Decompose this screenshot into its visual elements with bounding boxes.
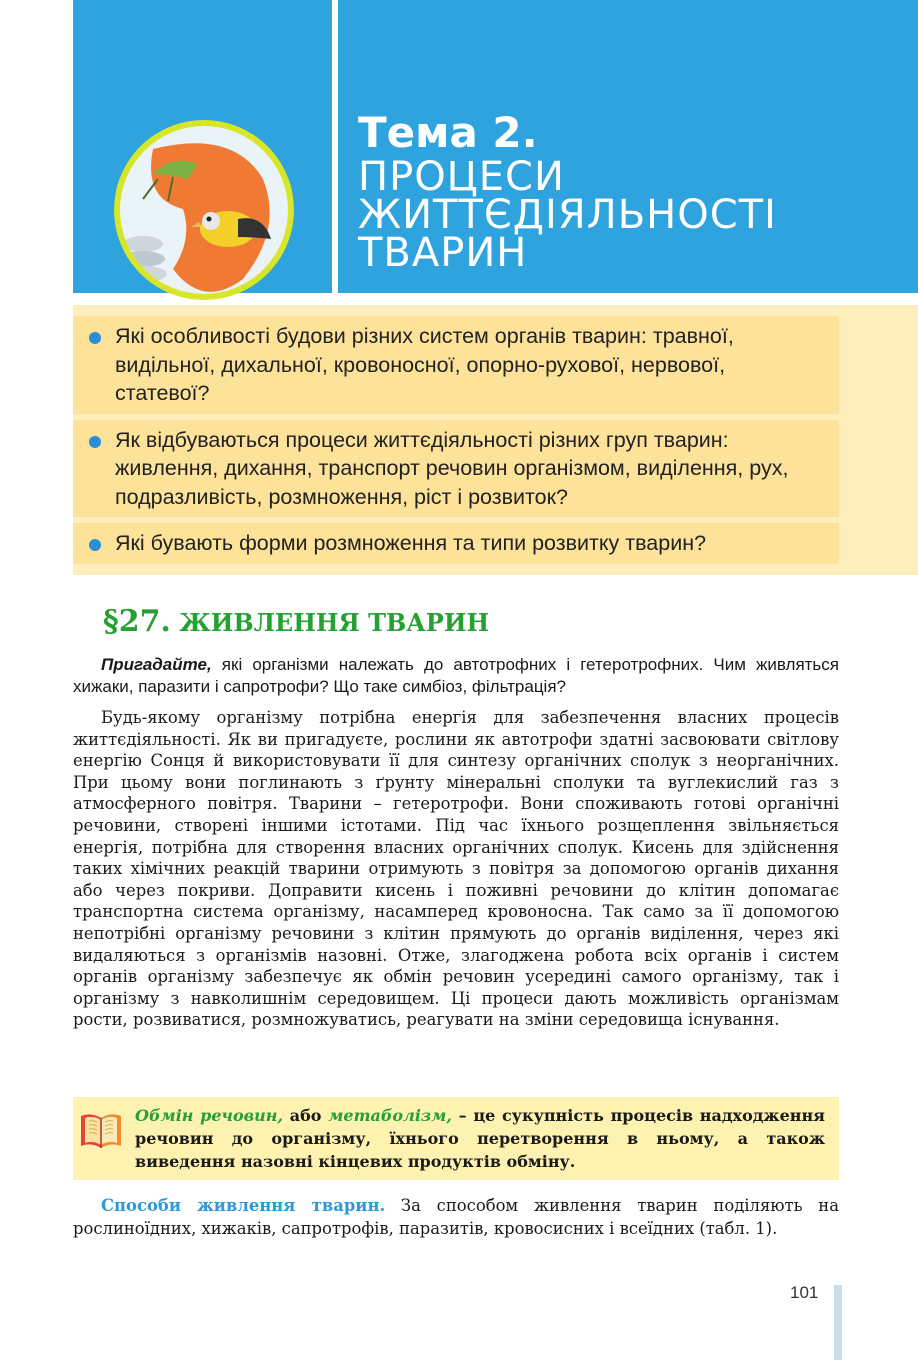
question-text: Які бувають форми розмноження та типи розвитку тварин? [115, 531, 707, 555]
question-item [73, 523, 839, 564]
topic-title-line-2: ЖИТТЄДІЯЛЬНОСТІ [358, 192, 777, 238]
recall-lead: Пригадайте, [101, 655, 212, 674]
open-book-icon [78, 1110, 124, 1152]
feeding-methods-paragraph [73, 1195, 839, 1240]
bullet-dot-icon [89, 539, 101, 551]
banner-divider [332, 0, 338, 293]
feeding-methods-text: За способом живлення тварин поділяють на рослиноїдних, хижаків, сапротрофів, паразитів, кровосисних і всеїдних (табл. 1). [73, 1196, 840, 1238]
topic-title-line-1: ПРОЦЕСИ [358, 154, 565, 200]
question-item [73, 316, 839, 414]
definition-body: – це сукупність процесів надходження речовин до організму, їхнього перетворення в ньому, а також виведення назовні кінцевих продуктів обміну. [135, 1106, 825, 1171]
recall-prompt [73, 654, 839, 698]
page-edge-bar [834, 1285, 842, 1360]
definition-connector: або [283, 1106, 329, 1125]
section-number: §27. [103, 604, 171, 639]
topic-title-line-3: ТВАРИН [358, 230, 528, 276]
key-questions-list [73, 316, 839, 570]
definition-term-1: Обмін речовин, [135, 1106, 284, 1125]
section-heading [103, 604, 489, 639]
topic-illustration-icon [113, 119, 295, 301]
bullet-dot-icon [89, 436, 101, 448]
question-text: Які особливості будови різних систем органів тварин: травної, видільної, дихальної, кровоносної, опорно-рухової, нервової, статевої? [115, 324, 734, 405]
body-paragraph: Будь-якому організму потрібна енергія для забезпечення власних процесів життєдіяльності. Як ви пригадуєте, рослини як автотрофи здатні засвоювати світлову енергію Сонця й використовувати її для синтезу органічних сполук з неорганічних. При цьому вони поглинають з ґрунту мінеральні сполуки та вуглекислий газ з атмосферного повітря. Тварини – гетеротрофи. Вони споживають готові органічні речовини, створені іншими істотами. Під час їхнього розщеплення звільняється енергія, потрібна для створення власних органічних сполук. Кисень для здійснення таких хімічних реакцій тварини отримують з повітря за допомогою органів дихання або через покриви. Доправити кисень і поживні речовини до клітин допомагає транспортна система організму, насамперед кровоносна. Так само за її допомогою непотрібні організму речовини з клітин прямують до органів виділення, через які видаляються з організмів назовні. Отже, злагоджена робота всіх органів і систем органів організму забезпечує як обмін речовин усередині самого організму, так і організму з навколишнім середовищем. Ці процеси дають можливість організмам рости, розвиватися, розмножуватись, реагувати на зміни середовища існування. [73, 708, 839, 1030]
definition-text [135, 1104, 825, 1173]
question-text: Як відбуваються процеси життєдіяльності різних груп тварин: живлення, дихання, транспорт речовин організмом, виділення, рух, подразливість, розмноження, ріст і розвиток? [115, 427, 789, 509]
topic-number: Тема 2. [358, 108, 538, 157]
topic-heading [358, 108, 878, 276]
feeding-methods-title: Способи живлення тварин. [101, 1196, 386, 1215]
bullet-dot-icon [89, 332, 101, 344]
section-title: ЖИВЛЕННЯ ТВАРИН [179, 608, 490, 637]
question-item [73, 420, 839, 518]
recall-text: які організми належать до автотрофних і гетеротрофних. Чим живляться хижаки, паразити і сапротрофи? Що таке симбіоз, фільтрація? [73, 655, 839, 696]
page-number: 101 [790, 1283, 819, 1302]
definition-term-2: метаболізм, [328, 1106, 452, 1125]
